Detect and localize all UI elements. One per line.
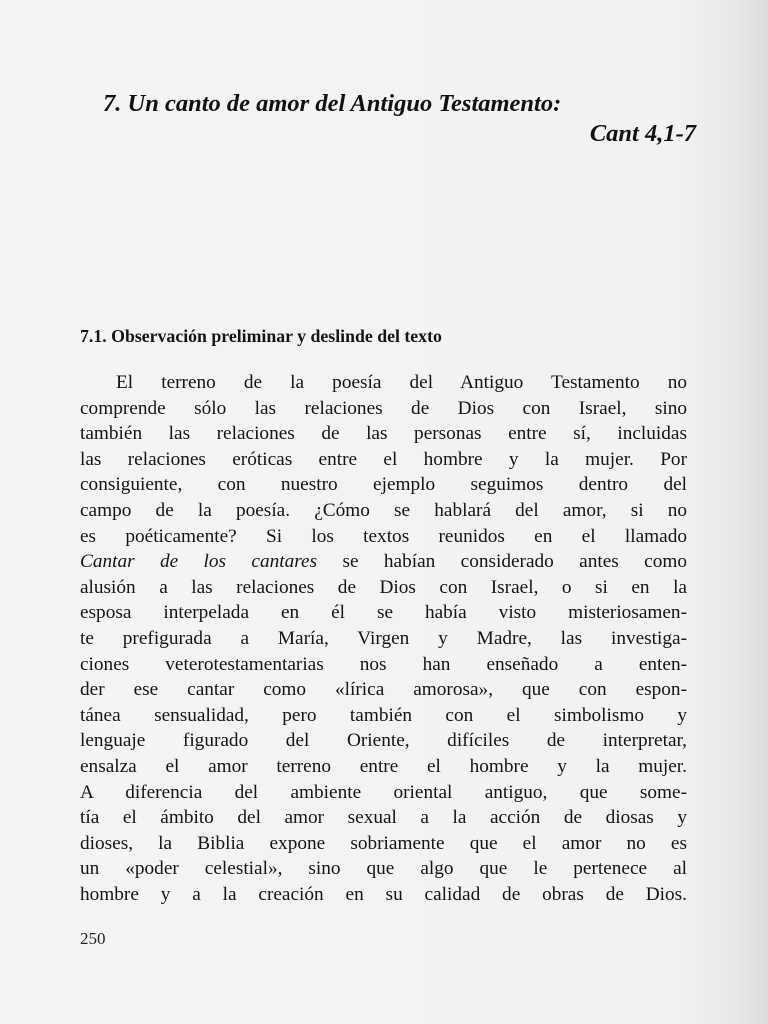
paragraph-line: consiguiente, con nuestro ejemplo seguimos dentro del bbox=[80, 474, 687, 496]
chapter-title-line-2: Cant 4,1-7 bbox=[589, 120, 696, 147]
chapter-title bbox=[80, 89, 696, 149]
section-heading: 7.1. Observación preliminar y deslinde del texto bbox=[80, 326, 442, 346]
paragraph-line: es poéticamente? Si los textos reunidos en el llamado bbox=[80, 525, 687, 547]
paragraph-line: hombre y a la creación en su calidad de obras de Dios. bbox=[80, 883, 687, 905]
paragraph-line: un «poder celestial», sino que algo que le pertenece al bbox=[80, 858, 687, 880]
paragraph-line: alusión a las relaciones de Dios con Israel, o si en la bbox=[80, 576, 687, 598]
page-number: 250 bbox=[80, 929, 106, 948]
paragraph-line: dioses, la Biblia expone sobriamente que el amor no es bbox=[80, 832, 687, 854]
paragraph-line-with-italic bbox=[80, 549, 687, 575]
paragraph-line: tánea sensualidad, pero también con el simbolismo y bbox=[80, 704, 687, 726]
paragraph-line: El terreno de la poesía del Antiguo Testamento no bbox=[116, 372, 687, 393]
paragraph-line: lenguaje figurado del Oriente, difíciles de interpretar, bbox=[80, 730, 687, 752]
paragraph-line-rest: se habían considerado antes como bbox=[342, 551, 687, 573]
paragraph-line: A diferencia del ambiente oriental antiguo, que some- bbox=[80, 781, 687, 803]
paragraph-line: esposa interpelada en él se había visto misteriosamen- bbox=[80, 602, 687, 624]
paragraph-line: también las relaciones de las personas entre sí, incluidas bbox=[80, 423, 687, 445]
paragraph-line: comprende sólo las relaciones de Dios con Israel, sino bbox=[80, 397, 687, 419]
book-title-italic: Cantar de los cantares bbox=[80, 551, 318, 573]
paragraph-line: tía el ámbito del amor sexual a la acción de diosas y bbox=[80, 807, 687, 829]
paragraph-line: las relaciones eróticas entre el hombre y la mujer. Por bbox=[80, 448, 687, 470]
paragraph-line: ciones veterotestamentarias nos han enseñado a enten- bbox=[80, 653, 687, 675]
paragraph-line: ensalza el amor terreno entre el hombre y la mujer. bbox=[80, 755, 687, 777]
body-paragraph bbox=[80, 370, 687, 907]
paragraph-line: campo de la poesía. ¿Cómo se hablará del amor, si no bbox=[80, 499, 687, 521]
paragraph-line: te prefigurada a María, Virgen y Madre, las investiga- bbox=[80, 627, 687, 649]
chapter-title-line-1: 7. Un canto de amor del Antiguo Testamento: bbox=[103, 90, 562, 117]
paragraph-line: der ese cantar como «lírica amorosa», que con espon- bbox=[80, 679, 687, 701]
